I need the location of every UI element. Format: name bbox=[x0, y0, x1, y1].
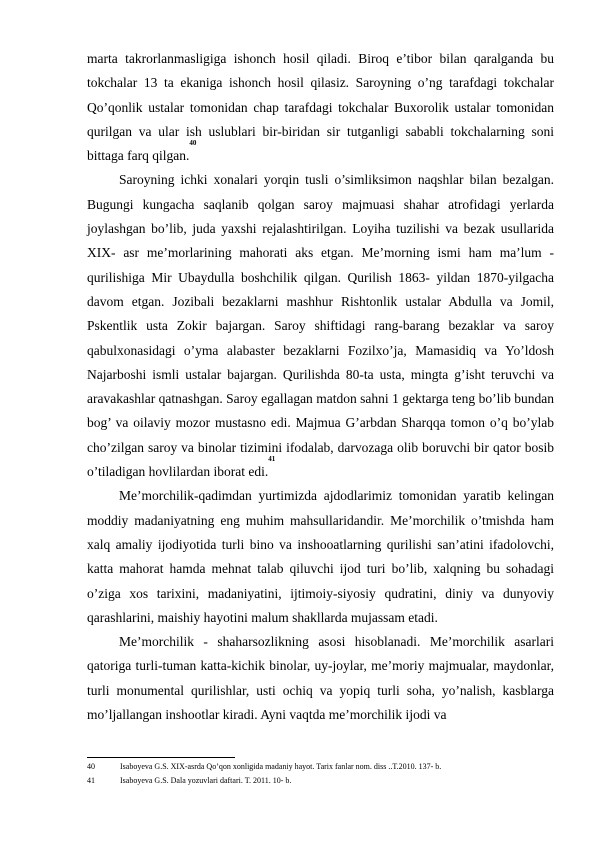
paragraph bbox=[87, 630, 554, 727]
footnote bbox=[87, 776, 554, 785]
footnote-ref: 40 bbox=[189, 139, 197, 148]
paragraph-text: Me’morchilik-qadimdan yurtimizda ajdodlarimiz tomonidan yaratib kelingan moddiy madaniyatning eng muhim mahsullaridandir. Me’morchilik o’tmishda ham xalq amaliy ijodiyotida turli bino va inshooatlarning qurilishi san’atini ifadolovchi, katta mahorat hamda mehnat talab qiluvchi ijod turi bo’lib, xalqning bu sohadagi o’ziga xos tarixini, madaniyatini, ijtimoiy-siyosiy qudratini, diniy va dunyoviy qarashlarini, maishiy hayotini malum shakllarda mujassam etadi. bbox=[87, 488, 554, 625]
body-text bbox=[87, 47, 554, 727]
paragraph-text: Me’morchilik - shaharsozlikning asosi hisoblanadi. Me’morchilik asarlari qatoriga turli-tuman katta-kichik binolar, uy-joylar, me’moriy majmualar, maydonlar, turli monumental qurilishlar, usti ochiq va yopiq turli soha, yo’nalish, kasblarga mo’ljallangan inshootlar kiradi. Ayni vaqtda me’morchilik ijodi va bbox=[87, 634, 554, 723]
footnote-number: 41 bbox=[87, 776, 95, 785]
footnote-text: Isaboyeva G.S. Dala yozuvlari daftari. T. 2011. 10- b. bbox=[120, 776, 292, 785]
footnote-number: 40 bbox=[87, 762, 95, 771]
footnote-ref: 41 bbox=[268, 455, 276, 464]
paragraph bbox=[87, 484, 554, 630]
footnote-separator bbox=[87, 757, 235, 758]
paragraph-text: Saroyning ichki xonalari yorqin tusli o’simliksimon naqshlar bilan bezalgan. Bugungi kungacha saqlanib qolgan saroy majmuasi shahar atrofidagi yerlarda joylashgan bo’lib, juda yaxshi rejalashtirilgan. Loyiha tuzilishi va bezak usullarida XIX- asr me’morlarining mahorati aks etgan. Me’morning ismi ham ma’lum - qurilishiga Mir Ubaydulla boshchilik qilgan. Qurilish 1863- yildan 1870-yilgacha davom etgan. Jozibali bezaklarni mashhur Rishtonlik ustalar Abdulla va Jomil, Pskentlik usta Zokir bajargan. Saroy shiftidagi rang-barang bezaklar va saroy qabulxonasidagi o’yma alabaster bezaklarni Fozilxo’ja, Mamasidiq va Yo’ldosh Najarboshi ismli ustalar bajargan. Qurilishda 80-ta usta, mingta g’isht teruvchi va aravakashlar qatnashgan. Saroy egallagan matdon sahni 1 gektarga teng bo’lib bundan bog’ va oilaviy mozor mustasno edi. Majmua G’arbdan Sharqqa tomon o’q bo’ylab cho’zilgan saroy va binolar tizimini ifodalab, darvozaga olib boruvchi bir qator bosib o’tiladigan hovlilardan iborat edi. bbox=[87, 172, 554, 480]
paragraph-text: marta takrorlanmasligiga ishonch hosil qiladi. Biroq e’tibor bilan qaralganda bu tokchalar 13 ta ekaniga ishonch hosil qilasiz. Saroyning o’ng tarafdagi tokchalar Qo’qonlik ustalar tomonidan chap tarafdagi tokchalar Buxorolik ustalar tomonidan qurilgan va ular ish uslublari bir-biridan sir tutganligi sababli tokchalarning soni bittaga farq qilgan. bbox=[87, 51, 554, 164]
footnote bbox=[87, 762, 554, 771]
footnote-text: Isaboyeva G.S. XIX-asrda Qo’qon xonligida madaniy hayot. Tarix fanlar nom. diss ..T.2010. 137- b. bbox=[120, 762, 442, 771]
paragraph bbox=[87, 47, 554, 168]
paragraph bbox=[87, 168, 554, 484]
